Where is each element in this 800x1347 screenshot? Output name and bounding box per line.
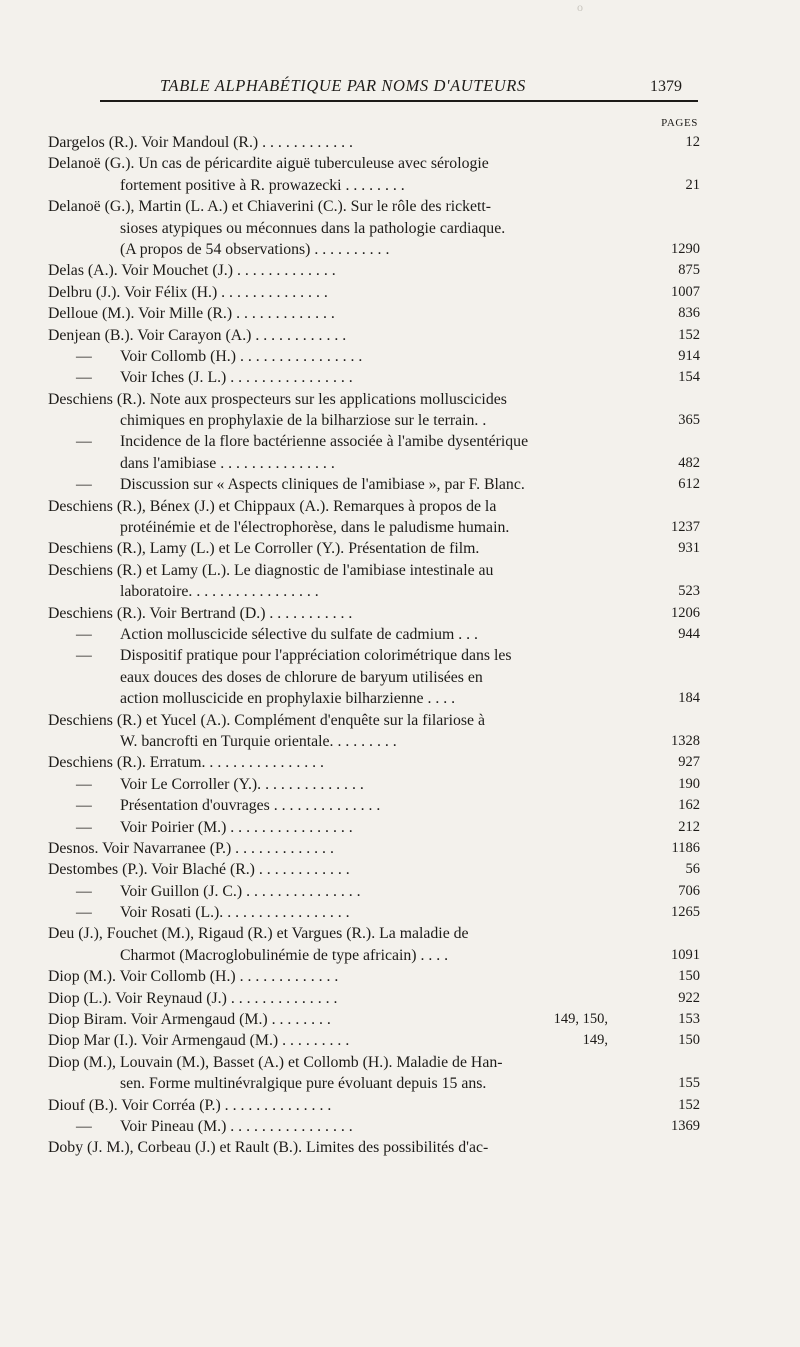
index-entry-line (48, 239, 700, 260)
entry-text: Incidence de la flore bactérienne associée à l'amibe dysentérique (120, 433, 529, 451)
index-entry-line (48, 902, 700, 923)
index-entry-line (48, 966, 700, 987)
entry-text: Voir Pineau (M.) . . . . . . . . . . . . . . . . (120, 1117, 353, 1135)
index-entry-line (48, 752, 700, 773)
entry-text: Deschiens (R.). Erratum. . . . . . . . . . . . . . . . (48, 754, 324, 772)
entry-page-number: 1265 (671, 904, 700, 921)
entry-page-number: 12 (685, 134, 700, 150)
entry-text: protéinémie et de l'électrophorèse, dans le paludisme humain. (120, 519, 510, 537)
entry-text: Deu (J.), Fouchet (M.), Rigaud (R.) et Vargues (R.). La maladie de (48, 925, 469, 943)
entry-page-number: 190 (678, 775, 700, 792)
entry-text: Deschiens (R.), Bénex (J.) et Chippaux (A.). Remarques à propos de la (48, 497, 497, 515)
index-entry-line (48, 774, 700, 795)
entry-page-number: 875 (678, 262, 700, 279)
index-entry-line (48, 881, 700, 902)
entry-text: action molluscicide en prophylaxie bilharzienne . . . . (120, 690, 456, 708)
index-entry-line (48, 923, 700, 944)
entry-extra-pages: 149, (582, 1032, 608, 1049)
entry-text: Diop Biram. Voir Armengaud (M.) . . . . . . . . (48, 1011, 331, 1029)
index-entry-line (48, 367, 700, 388)
entry-text: Delanoë (G.). Un cas de péricardite aiguë tuberculeuse avec sérologie (48, 155, 489, 173)
entry-text: Voir Iches (J. L.) . . . . . . . . . . . . . . . . (120, 369, 353, 387)
header-title: TABLE ALPHABÉTIQUE PAR NOMS D'AUTEURS (160, 76, 526, 95)
entry-text: laboratoire. . . . . . . . . . . . . . . . . (120, 583, 319, 601)
entry-text: Doby (J. M.), Corbeau (J.) et Rault (B.). Limites des possibilités d'ac- (48, 1139, 489, 1157)
index-entry-line (48, 795, 700, 816)
entry-text: Delanoë (G.), Martin (L. A.) et Chiaverini (C.). Sur le rôle des rickett- (48, 198, 492, 216)
ditto-dash: — (76, 775, 92, 793)
ditto-dash: — (76, 882, 92, 900)
index-entry-line (48, 474, 700, 495)
entry-page-number: 155 (678, 1075, 700, 1092)
entry-page-number: 1290 (671, 240, 700, 257)
entry-text: sen. Forme multinévralgique pure évoluant depuis 15 ans. (120, 1075, 487, 1093)
ditto-dash: — (76, 476, 92, 494)
page-top-number: o (577, 0, 583, 14)
entry-page-number: 162 (678, 797, 700, 814)
index-entry-line (48, 517, 700, 538)
index-entry-line (48, 710, 700, 731)
entry-page-number: 152 (678, 1096, 700, 1113)
entry-page-number: 150 (678, 968, 700, 985)
index-entry-line (48, 496, 700, 517)
entry-text: Diop (L.). Voir Reynaud (J.) . . . . . . . . . . . . . . (48, 989, 338, 1007)
entry-text: chimiques en prophylaxie de la bilharziose sur le terrain. . (120, 412, 487, 430)
entry-text: Desnos. Voir Navarranee (P.) . . . . . . . . . . . . . (48, 839, 334, 857)
index-entry-line (48, 538, 700, 559)
entry-page-number: 1328 (671, 732, 700, 749)
index-entry-line (48, 325, 700, 346)
header-page-number: 1379 (650, 78, 682, 95)
entry-page-number: 922 (678, 989, 700, 1006)
entry-text: Dispositif pratique pour l'appréciation colorimétrique dans les (120, 647, 512, 665)
running-header (100, 68, 698, 102)
index-entry-line (48, 410, 700, 431)
entry-text: eaux douces des doses de chlorure de baryum utilisées en (120, 668, 483, 686)
entry-page-number: 1206 (671, 604, 700, 621)
entry-page-number: 365 (678, 412, 700, 429)
index-entry-line (48, 132, 700, 153)
entry-page-number: 1007 (671, 283, 700, 300)
entry-text: Voir Le Corroller (Y.). . . . . . . . . . . . . . (120, 775, 364, 793)
entry-page-number: 612 (678, 476, 700, 493)
index-entry-line (48, 859, 700, 880)
entry-text: Charmot (Macroglobulinémie de type africain) . . . . (120, 946, 449, 964)
entry-page-number: 1237 (671, 519, 700, 536)
index-entry-line (48, 282, 700, 303)
ditto-dash: — (76, 797, 92, 815)
entry-extra-pages: 149, 150, (553, 1011, 608, 1028)
entry-page-number: 706 (678, 882, 700, 899)
entry-page-number: 56 (685, 861, 700, 878)
entry-page-number: 153 (678, 1011, 700, 1028)
entry-text: Diop (M.). Voir Collomb (H.) . . . . . . . . . . . . . (48, 968, 339, 986)
entry-page-number: 482 (678, 454, 700, 471)
index-entry-line (48, 175, 700, 196)
index-entry-line (48, 1116, 700, 1137)
entry-text: Denjean (B.). Voir Carayon (A.) . . . . . . . . . . . . (48, 326, 347, 344)
entry-text: fortement positive à R. prowazecki . . . . . . . . (120, 176, 405, 194)
entry-page-number: 914 (678, 347, 700, 364)
entry-text: Dargelos (R.). Voir Mandoul (R.) . . . . . . . . . . . . (48, 134, 353, 151)
index-entry-line (48, 560, 700, 581)
index-entry-line (48, 1030, 700, 1051)
pages-column-label: PAGES (661, 117, 698, 129)
entry-text: Delbru (J.). Voir Félix (H.) . . . . . . . . . . . . . . (48, 283, 328, 301)
index-entry-line (48, 453, 700, 474)
entry-text: Deschiens (R.) et Yucel (A.). Complément d'enquête sur la filariose à (48, 711, 485, 729)
index-entry-line (48, 346, 700, 367)
entry-text: Discussion sur « Aspects cliniques de l'amibiase », par F. Blanc. (120, 476, 525, 494)
index-entry-line (48, 431, 700, 452)
ditto-dash: — (76, 433, 92, 451)
entry-text: Diop Mar (I.). Voir Armengaud (M.) . . . . . . . . . (48, 1032, 350, 1050)
entry-text: Voir Poirier (M.) . . . . . . . . . . . . . . . . (120, 818, 353, 836)
entry-page-number: 1369 (671, 1117, 700, 1134)
entry-text: Voir Collomb (H.) . . . . . . . . . . . . . . . . (120, 347, 363, 365)
entry-page-number: 152 (678, 326, 700, 343)
index-entry-line (48, 645, 700, 666)
entry-text: Delas (A.). Voir Mouchet (J.) . . . . . . . . . . . . . (48, 262, 336, 280)
entry-text: Deschiens (R.) et Lamy (L.). Le diagnostic de l'amibiase intestinale au (48, 561, 494, 579)
index-entry-line (48, 389, 700, 410)
index-entry-line (48, 688, 700, 709)
entry-page-number: 21 (685, 176, 700, 193)
entry-page-number: 523 (678, 583, 700, 600)
entry-text: dans l'amibiase . . . . . . . . . . . . . . . (120, 454, 335, 472)
entry-page-number: 154 (678, 369, 700, 386)
entry-page-number: 212 (678, 818, 700, 835)
index-entry-line (48, 260, 700, 281)
entry-page-number: 1091 (671, 946, 700, 963)
index-entry-line (48, 1095, 700, 1116)
ditto-dash: — (76, 1117, 92, 1135)
entry-text: sioses atypiques ou méconnues dans la pathologie cardiaque. (120, 219, 506, 237)
entry-text: Deschiens (R.). Note aux prospecteurs sur les applications molluscicides (48, 390, 507, 408)
ditto-dash: — (76, 818, 92, 836)
entry-text: Action molluscicide sélective du sulfate de cadmium . . . (120, 625, 478, 643)
author-index-list (48, 132, 700, 1159)
entry-text: W. bancrofti en Turquie orientale. . . . . . . . . (120, 732, 397, 750)
entry-page-number: 836 (678, 305, 700, 322)
index-entry-line (48, 1137, 700, 1158)
index-entry-line (48, 731, 700, 752)
entry-page-number: 944 (678, 625, 700, 642)
index-entry-line (48, 153, 700, 174)
entry-page-number: 1186 (671, 839, 700, 856)
index-entry-line (48, 1009, 700, 1030)
entry-text: Voir Rosati (L.). . . . . . . . . . . . . . . . . (120, 904, 350, 922)
entry-text: Delloue (M.). Voir Mille (R.) . . . . . . . . . . . . . (48, 305, 335, 323)
index-entry-line (48, 303, 700, 324)
index-entry-line (48, 988, 700, 1009)
entry-text: Deschiens (R.), Lamy (L.) et Le Corroller (Y.). Présentation de film. (48, 540, 480, 558)
entry-text: Deschiens (R.). Voir Bertrand (D.) . . . . . . . . . . . (48, 604, 353, 622)
entry-text: (A propos de 54 observations) . . . . . . . . . . (120, 240, 390, 258)
index-entry-line (48, 667, 700, 688)
index-entry-line (48, 624, 700, 645)
entry-text: Destombes (P.). Voir Blaché (R.) . . . . . . . . . . . . (48, 861, 350, 879)
index-entry-line (48, 603, 700, 624)
entry-page-number: 150 (678, 1032, 700, 1049)
index-entry-line (48, 838, 700, 859)
index-entry-line (48, 1052, 700, 1073)
ditto-dash: — (76, 904, 92, 922)
header-rule (100, 100, 698, 102)
entry-page-number: 184 (678, 690, 700, 707)
ditto-dash: — (76, 369, 92, 387)
ditto-dash: — (76, 347, 92, 365)
ditto-dash: — (76, 625, 92, 643)
index-entry-line (48, 218, 700, 239)
entry-page-number: 931 (678, 540, 700, 557)
entry-page-number: 927 (678, 754, 700, 771)
index-entry-line (48, 196, 700, 217)
ditto-dash: — (76, 647, 92, 665)
entry-text: Présentation d'ouvrages . . . . . . . . . . . . . . (120, 797, 381, 815)
entry-text: Diouf (B.). Voir Corréa (P.) . . . . . . . . . . . . . . (48, 1096, 332, 1114)
entry-text: Voir Guillon (J. C.) . . . . . . . . . . . . . . . (120, 882, 361, 900)
index-entry-line (48, 817, 700, 838)
index-entry-line (48, 945, 700, 966)
index-entry-line (48, 581, 700, 602)
index-entry-line (48, 1073, 700, 1094)
entry-text: Diop (M.), Louvain (M.), Basset (A.) et Collomb (H.). Maladie de Han- (48, 1053, 503, 1071)
